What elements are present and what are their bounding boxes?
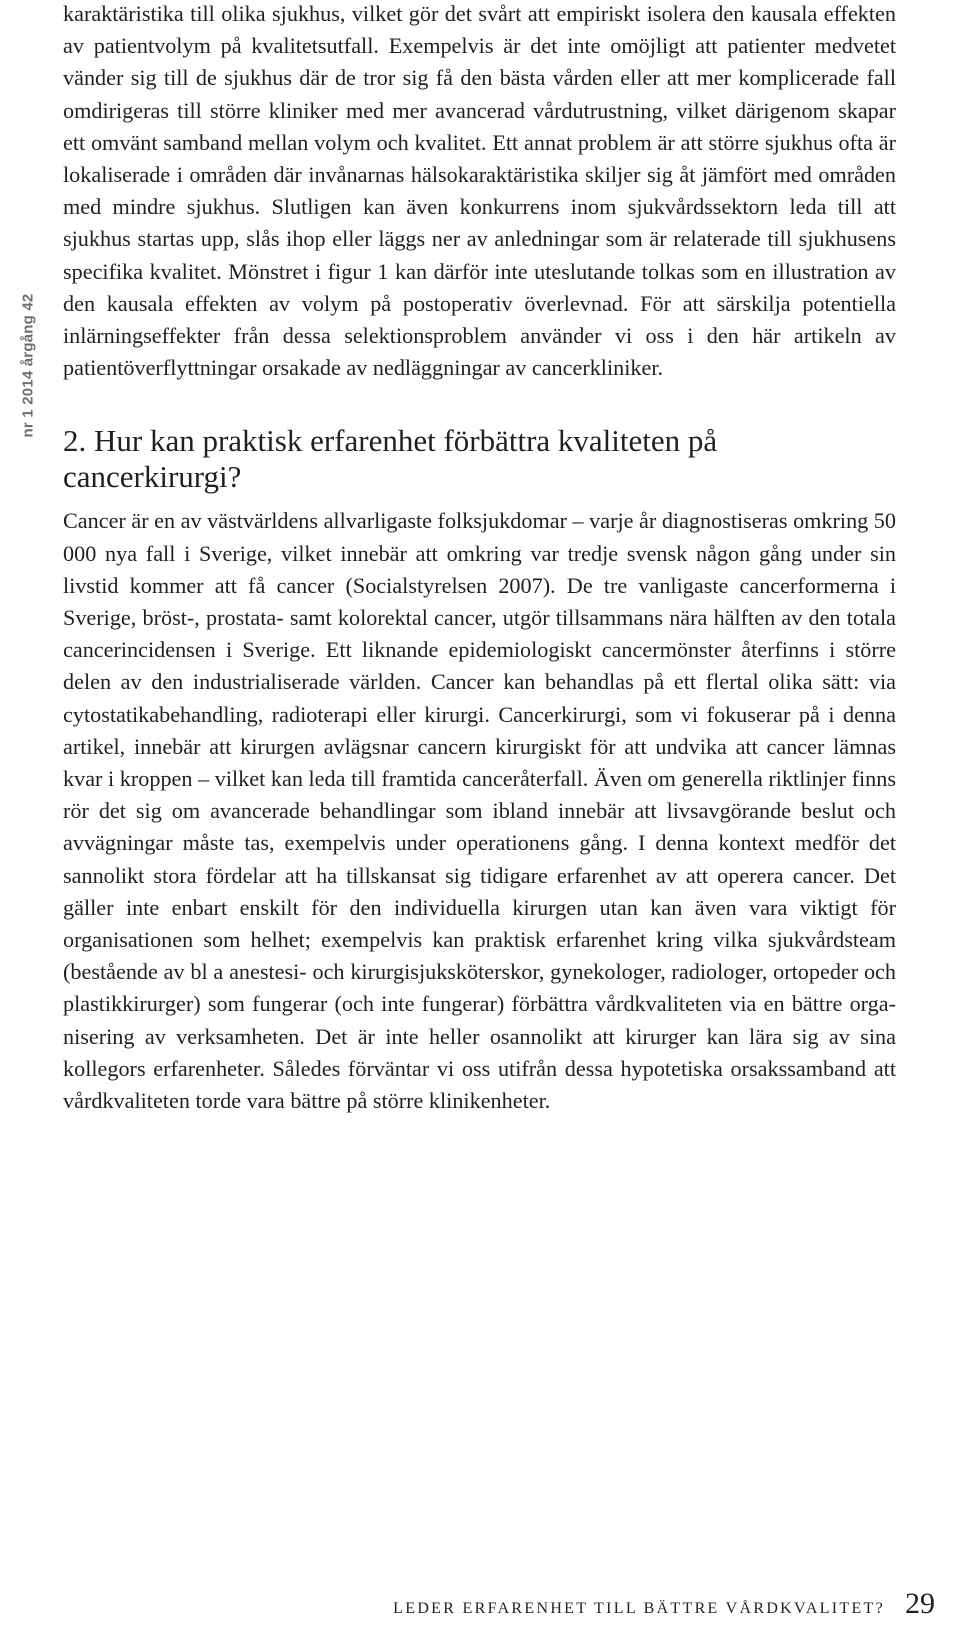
issue-side-label xyxy=(16,260,40,470)
issue-side-label-text: nr 1 2014 årgång 42 xyxy=(19,293,37,437)
page-number: 29 xyxy=(905,1587,935,1620)
running-title: LEDER ERFARENHET TILL BÄTTRE VÅRDKVALITET? xyxy=(393,1600,885,1617)
article-body xyxy=(63,0,896,1117)
body-paragraph-1: karaktäristika till olika sjukhus, vilket gör det svårt att empiriskt isolera den kausala effekten av patientvolym på kvalitetsutfall. Exempelvis är det inte omöjligt att patienter medvetet vänder sig till de sjukhus där de tror sig få den bästa vården eller att mer komplicerade fall omdirigeras till större kliniker med mer avancerad vårdutrustning, vilket därigenom skapar ett omvänt samband mellan volym och kvalitet. Ett annat problem är att större sjukhus ofta är lokaliserade i områden där invånarnas hälsokaraktäristika skiljer sig åt jämfört med områden med mindre sjukhus. Slutligen kan även konkurrens inom sjukvårdssektorn leda till att sjukhus startas upp, slås ihop eller läggs ner av anledningar som är relaterade till sjukhusens specifika kvalitet. Mönstret i figur 1 kan därför inte uteslutande tolkas som en illustration av den kausala effekten av volym på postoperativ överlevnad. För att särskilja potentiella inlärningseffekter från dessa selektionsproblem använder vi oss i den här artikeln av patientöverflyttningar orsakade av nedläggningar av cancerkliniker. xyxy=(63,1,896,381)
section-heading: 2. Hur kan praktisk erfarenhet förbättra kvaliteten på cancerkirurgi? xyxy=(63,423,718,495)
body-paragraph-2: Cancer är en av västvärldens allvarligaste folksjukdomar – varje år diagnostiseras omkring 50 000 nya fall i Sverige, vilket innebär att omkring var tredje svensk någon gång under sin livstid kommer att få cancer (Socialstyrelsen 2007). De tre vanligaste cancerformerna i Sverige, bröst-, prostata- samt kolorektal cancer, utgör tillsammans nära hälften av den totala cancerincidensen i Sverige. Ett liknande epidemiologiskt cancermönster återfinns i större delen av den industrialiserade världen. Cancer kan behandlas på ett flertal olika sätt: via cytostatikabehandling, radioterapi eller kirurgi. Cancerkirurgi, som vi fokuserar på i denna artikel, innebär att kirurgen avlägsnar cancern kirurgiskt för att undvika att cancer lämnas kvar i kroppen – vilket kan leda till framtida canceråterfall. Även om generella riktlinjer finns rör det sig om avancerade behandlingar som ibland innebär att livsavgörande beslut och avvägningar måste tas, exempelvis under operationens gång. I denna kontext medför det sannolikt stora fördelar att ha tillskansat sig tidigare erfarenhet av att operera cancer. Det gäller inte enbart enskilt för den individuella kirurgen utan kan även vara viktigt för organisationen som helhet; exempelvis kan praktisk erfarenhet kring vilka sjukvårdsteam (bestående av bl a anestesi- och kirurgisjuksköterskor, gynekologer, radiologer, ortopeder och plastikkirurger) som fungerar (och inte fungerar) förbättra vårdkvaliteten via en bättre organisering av verksamheten. Det är inte heller osannolikt att kirurger kan lära sig av sina kollegors erfarenheter. Således förväntar vi oss utifrån dessa hypotetiska orsakssamband att vårdkvaliteten torde vara bättre på större klinikenheter. xyxy=(63,508,896,1114)
page-footer xyxy=(393,1587,935,1621)
